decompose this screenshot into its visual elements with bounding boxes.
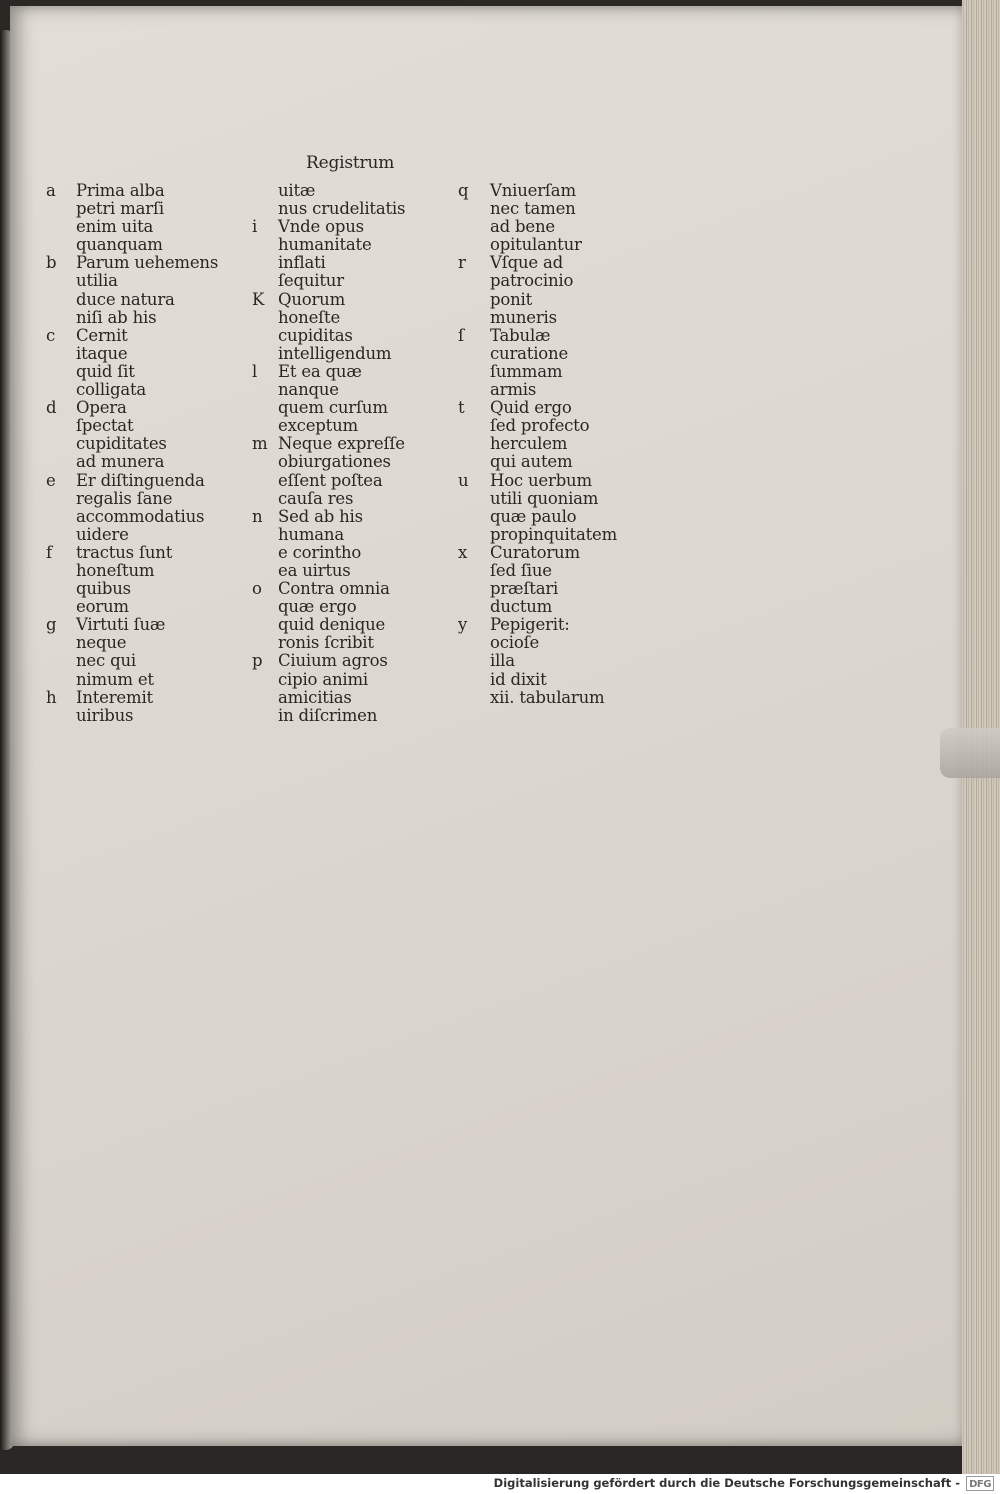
register-line: quæ paulo: [490, 506, 577, 526]
register-entry: [46, 399, 218, 471]
register-entry: [46, 327, 218, 399]
register-line: Neque expreſſe: [278, 434, 405, 454]
register-line: nus crudelitatis: [278, 199, 406, 219]
register-line: quæ ergo: [278, 597, 357, 617]
register-entry: [252, 435, 405, 507]
register-line: Hoc uerbum: [490, 470, 592, 490]
register-line: regalis ſane: [76, 488, 173, 508]
register-line: enim uita: [76, 217, 154, 237]
register-line: quid denique: [278, 615, 386, 635]
signature-letter: l: [252, 361, 258, 381]
register-line: ponit: [490, 289, 533, 309]
signature-letter: K: [252, 289, 265, 309]
register-entry: [46, 472, 218, 544]
register-line: Opera: [76, 398, 127, 418]
register-line: muneris: [490, 307, 557, 327]
register-entry: [46, 254, 218, 326]
page-clip: [940, 728, 1000, 778]
register-line: id dixit: [490, 669, 547, 689]
register-line: humana: [278, 524, 345, 544]
register-line: ſummam: [490, 361, 563, 381]
register-line: Interemit: [76, 687, 153, 707]
register-line: Er diſtinguenda: [76, 470, 205, 490]
register-entry: [458, 254, 617, 326]
register-line: Vſque ad: [490, 253, 564, 273]
register-line: herculem: [490, 434, 568, 454]
register-line: quem curſum: [278, 398, 388, 418]
register-line: illa: [490, 651, 515, 671]
register-line: nimum et: [76, 669, 154, 689]
register-line: colligata: [76, 380, 147, 400]
register-entry: [458, 327, 617, 399]
signature-letter: p: [252, 651, 263, 671]
register-line: Contra omnia: [278, 579, 390, 599]
signature-letter: i: [252, 217, 258, 237]
register-line: patrocinio: [490, 271, 574, 291]
register-line: niſi ab his: [76, 307, 157, 327]
register-line: cauſa res: [278, 488, 354, 508]
register-line: Tabulæ: [490, 325, 551, 345]
register-line: e corintho: [278, 542, 362, 562]
signature-letter: m: [252, 434, 268, 454]
register-line: duce natura: [76, 289, 175, 309]
register-line: uitæ: [278, 181, 316, 200]
register-line: in diſcrimen: [278, 705, 378, 725]
register-line: Parum uehemens: [76, 253, 219, 273]
register-line: ſequitur: [278, 271, 344, 291]
register-line: ſed profecto: [490, 416, 590, 436]
register-line: Pepigerit:: [490, 615, 570, 635]
register-line: ſed ſiue: [490, 560, 552, 580]
register-line: accommodatius: [76, 506, 205, 526]
register-entry: [252, 508, 405, 580]
register-entry: [252, 580, 405, 652]
signature-letter: n: [252, 506, 263, 526]
register-entry: [458, 472, 617, 544]
register-line: nec qui: [76, 651, 136, 671]
register-line: intelligendum: [278, 343, 392, 363]
register-line: cupiditates: [76, 434, 167, 454]
register-entry: [252, 291, 405, 363]
register-entry: [252, 363, 405, 435]
register-line: opitulantur: [490, 235, 582, 255]
register-line: utilia: [76, 271, 118, 291]
register-line: nec tamen: [490, 199, 576, 219]
register-line: ductum: [490, 597, 553, 617]
register-line: ſpectat: [76, 416, 134, 436]
register-line: ad munera: [76, 452, 165, 472]
signature-letter: ſ: [458, 325, 464, 345]
signature-letter: q: [458, 181, 469, 200]
register-line: Quorum: [278, 289, 346, 309]
register-column-3: [458, 182, 617, 707]
register-line: exceptum: [278, 416, 358, 436]
register-line: ocioſe: [490, 633, 540, 653]
signature-letter: b: [46, 253, 57, 273]
signature-letter: g: [46, 615, 57, 635]
register-line: petri marſi: [76, 199, 164, 219]
signature-letter: h: [46, 687, 57, 707]
register-entry: [252, 182, 405, 218]
signature-letter: y: [458, 615, 468, 635]
register-line: honeſtum: [76, 560, 155, 580]
register-entry: [46, 616, 218, 688]
register-entry: [252, 218, 405, 290]
signature-letter: t: [458, 398, 465, 418]
register-line: curatione: [490, 343, 569, 363]
register-line: qui autem: [490, 452, 573, 472]
signature-letter: r: [458, 253, 466, 273]
signature-letter: d: [46, 398, 57, 418]
signature-letter: f: [46, 542, 52, 562]
register-heading: Registrum: [306, 153, 395, 173]
register-line: ad bene: [490, 217, 555, 237]
register-entry: [458, 399, 617, 471]
register-line: itaque: [76, 343, 128, 363]
register-line: inflati: [278, 253, 326, 273]
register-line: cupiditas: [278, 325, 353, 345]
register-line: honeſte: [278, 307, 341, 327]
register-entry: [458, 616, 617, 706]
register-entry: [46, 182, 218, 254]
signature-letter: o: [252, 579, 262, 599]
register-line: Sed ab his: [278, 506, 363, 526]
register-line: Cernit: [76, 325, 128, 345]
register-line: tractus ſunt: [76, 542, 173, 562]
register-line: Quid ergo: [490, 398, 572, 418]
register-line: Virtuti ſuæ: [76, 615, 166, 635]
register-line: armis: [490, 380, 537, 400]
register-line: Curatorum: [490, 542, 580, 562]
footer-bar: [0, 1474, 1000, 1494]
register-column-1: [46, 182, 218, 725]
register-entry: [458, 544, 617, 616]
register-line: humanitate: [278, 235, 372, 255]
signature-letter: a: [46, 181, 56, 200]
register-line: uiribus: [76, 705, 134, 725]
register-line: ea uirtus: [278, 560, 351, 580]
register-line: xii. tabularum: [490, 687, 605, 707]
register-line: eorum: [76, 597, 129, 617]
signature-letter: x: [458, 542, 468, 562]
dfg-logo-icon: DFG: [966, 1476, 994, 1491]
register-line: cipio animi: [278, 669, 369, 689]
register-line: Et ea quæ: [278, 361, 362, 381]
register-line: præſtari: [490, 579, 559, 599]
register-line: uidere: [76, 524, 129, 544]
register-line: propinquitatem: [490, 524, 618, 544]
register-line: Vniuerſam: [490, 181, 576, 200]
register-line: ronis ſcribit: [278, 633, 374, 653]
signature-letter: c: [46, 325, 56, 345]
signature-letter: u: [458, 470, 469, 490]
register-entry: [46, 544, 218, 616]
register-line: amicitias: [278, 687, 352, 707]
register-line: Ciuium agros: [278, 651, 388, 671]
register-entry: [252, 652, 405, 724]
register-line: nanque: [278, 380, 339, 400]
register-line: Vnde opus: [278, 217, 364, 237]
register-line: obiurgationes: [278, 452, 391, 472]
register-line: eſſent poſtea: [278, 470, 383, 490]
signature-letter: e: [46, 470, 56, 490]
register-line: quibus: [76, 579, 131, 599]
register-line: quid ſit: [76, 361, 135, 381]
register-line: neque: [76, 633, 127, 653]
register-entry: [458, 182, 617, 254]
register-line: quanquam: [76, 235, 163, 255]
register-column-2: [252, 182, 405, 725]
register-entry: [46, 689, 218, 725]
register-line: Prima alba: [76, 181, 165, 200]
register-line: utili quoniam: [490, 488, 599, 508]
footer-credit: Digitalisierung gefördert durch die Deutsche Forschungsgemeinschaft -: [493, 1476, 960, 1490]
